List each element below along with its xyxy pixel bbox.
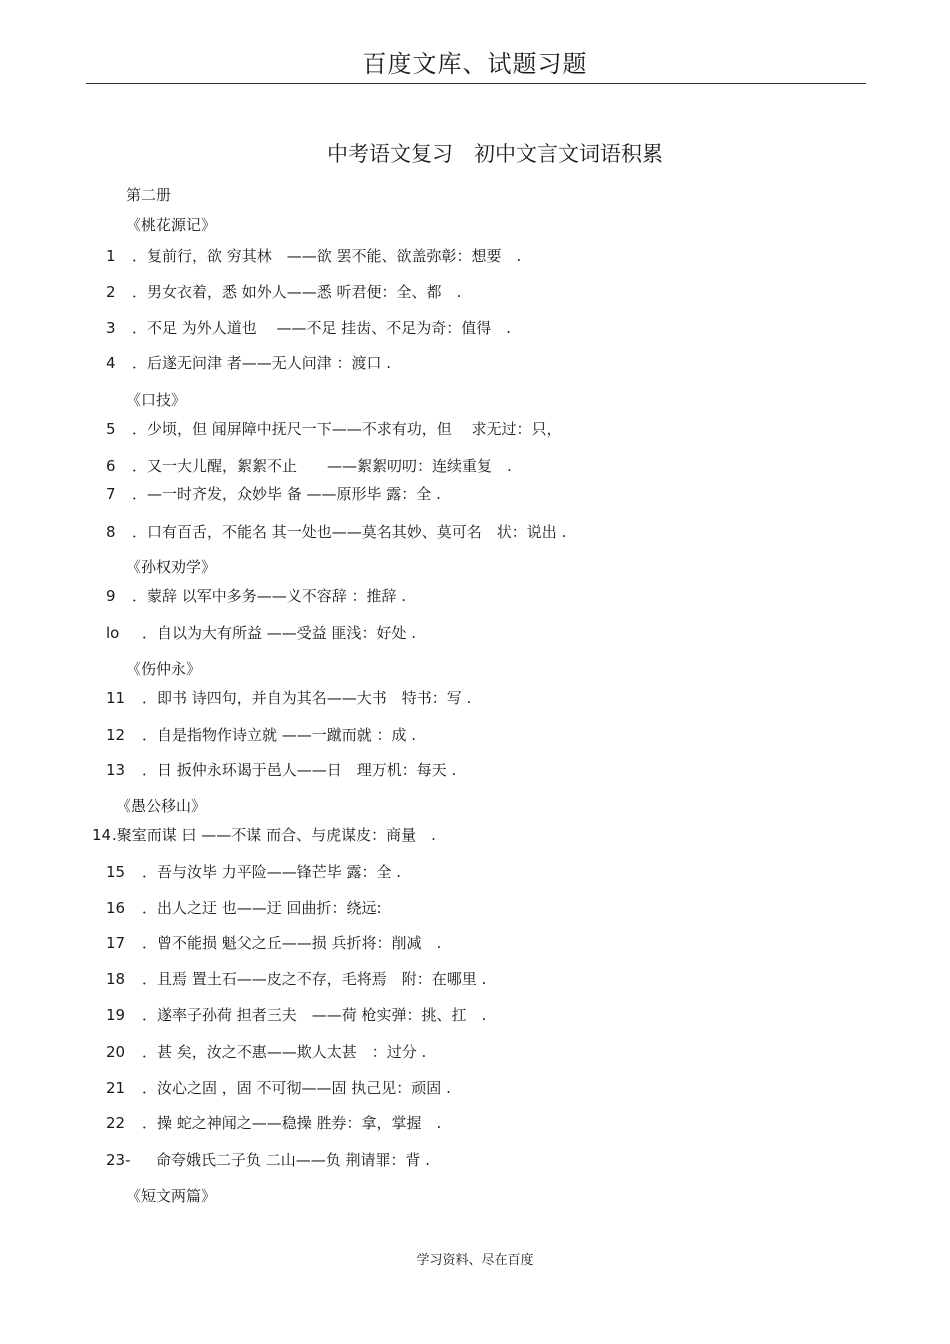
item-text: ．出人之迂 也——迂 回曲折：绕远: (142, 899, 382, 917)
item-text: ．操 蛇之神闻之——稳操 胜券：拿，掌握 . (142, 1114, 442, 1132)
list-item (106, 932, 441, 953)
section-title: 《愚公移山》 (116, 797, 207, 815)
list-item (106, 687, 471, 708)
item-number: 4 (106, 354, 116, 372)
item-number: 1 (106, 247, 116, 265)
item-number: 23- (106, 1151, 131, 1169)
document-title: 中考语文复习 初中文言文词语积累 (327, 142, 663, 166)
item-text: ．汝心之固 ，固 不可彻——固 执己见：顽固 . (142, 1079, 451, 1097)
item-number: 6 (106, 457, 116, 475)
list-item (106, 281, 461, 302)
section-title: 《桃花源记》 (126, 216, 217, 234)
item-number: 3 (106, 319, 116, 337)
item-text: ．—一时齐发，众妙毕 备 ——原形毕 露：全 . (132, 485, 441, 503)
item-number: 12 (106, 726, 126, 744)
item-text: ．日 扳仲永环谒于邑人——日 理万机：每天 . (142, 761, 457, 779)
list-item (106, 483, 441, 504)
item-number: 21 (106, 1079, 126, 1097)
item-number: 22 (106, 1114, 126, 1132)
list-item (106, 724, 416, 745)
list-item (106, 1112, 441, 1133)
section-title: 《口技》 (126, 391, 187, 409)
item-text: ．不足 为外人道也 ——不足 挂齿、不足为奇：值得 . (132, 319, 512, 337)
list-item (106, 897, 382, 918)
list-item (106, 1041, 426, 1062)
item-number: 5 (106, 420, 116, 438)
list-item (106, 317, 511, 338)
list-item (106, 759, 456, 780)
list-item (106, 1004, 486, 1025)
volume-label: 第二册 (126, 186, 172, 204)
list-item (106, 245, 521, 266)
item-number: 13 (106, 761, 126, 779)
header-divider (86, 83, 866, 84)
item-number: 18 (106, 970, 126, 988)
item-text: ．少顷，但 闻屏障中抚尺一下——不求有功，但 求无过：只， (132, 420, 562, 438)
header-title: 百度文库、试题习题 (362, 50, 588, 78)
item-text: ．男女衣着，悉 如外人——悉 听君便：全、都 . (132, 283, 462, 301)
item-number: 11 (106, 689, 126, 707)
list-item (106, 455, 512, 476)
item-number: 15 (106, 863, 126, 881)
list-item (106, 352, 391, 373)
item-text: ．自以为大有所益 ——受益 匪浅：好处 . (142, 624, 417, 642)
item-text: ．后遂无问津 者——无人问津 ：渡口 . (132, 354, 392, 372)
list-item (106, 622, 416, 643)
item-text: ．蒙辞 以军中多务——义不容辞 ：推辞 . (132, 587, 407, 605)
list-item (106, 585, 406, 606)
list-item (106, 521, 566, 542)
section-title: 《孙权劝学》 (126, 558, 217, 576)
item-text: ．口有百舌，不能名 其一处也——莫名其妙、莫可名 状：说出 . (132, 523, 567, 541)
item-number: 17 (106, 934, 126, 952)
item-number: 9 (106, 587, 116, 605)
item-number: 19 (106, 1006, 126, 1024)
item-text: ．吾与汝毕 力平险——锋芒毕 露：全 . (142, 863, 402, 881)
list-item (106, 418, 562, 439)
list-item (106, 968, 486, 989)
item-number: 16 (106, 899, 126, 917)
item-text: ．且焉 置土石——皮之不存，毛将焉 附：在哪里 . (142, 970, 487, 988)
section-title: 《短文两篇》 (126, 1187, 217, 1205)
item-text: .聚室而谋 曰 ——不谋 而合、与虎谋皮：商量 . (112, 826, 436, 844)
item-number: 2 (106, 283, 116, 301)
item-text: ．甚 矣，汝之不惠——欺人太甚 ：过分 . (142, 1043, 427, 1061)
footer-text: 学习资料、尽在百度 (416, 1253, 534, 1268)
item-number: 20 (106, 1043, 126, 1061)
list-item (106, 1149, 430, 1170)
item-text: ．遂率子孙荷 担者三夫 ——荷 枪实弹：挑、扛 . (142, 1006, 487, 1024)
list-item (106, 1077, 451, 1098)
item-text: ．又一大儿醒，絮絮不止 ——絮絮叨叨：连续重复 . (132, 457, 512, 475)
item-text: ．自是指物作诗立就 ——一蹴而就 ：成 . (142, 726, 417, 744)
item-text: ．复前行，欲 穷其林 ——欲 罢不能、欲盖弥彰：想要 . (132, 247, 522, 265)
item-text: ．即书 诗四句，并自为其名——大书 特书：写 . (142, 689, 472, 707)
list-item (92, 824, 436, 845)
item-text: ．曾不能损 魁父之丘——损 兵折将：削减 . (142, 934, 442, 952)
item-number: 8 (106, 523, 116, 541)
item-text: 命夸娥氏二子负 二山——负 荆请罪：背 . (156, 1151, 431, 1169)
section-title: 《伤仲永》 (126, 660, 202, 678)
item-number: lo (106, 624, 120, 642)
item-number: 7 (106, 485, 116, 503)
list-item (106, 861, 401, 882)
item-number: 14 (92, 826, 112, 844)
